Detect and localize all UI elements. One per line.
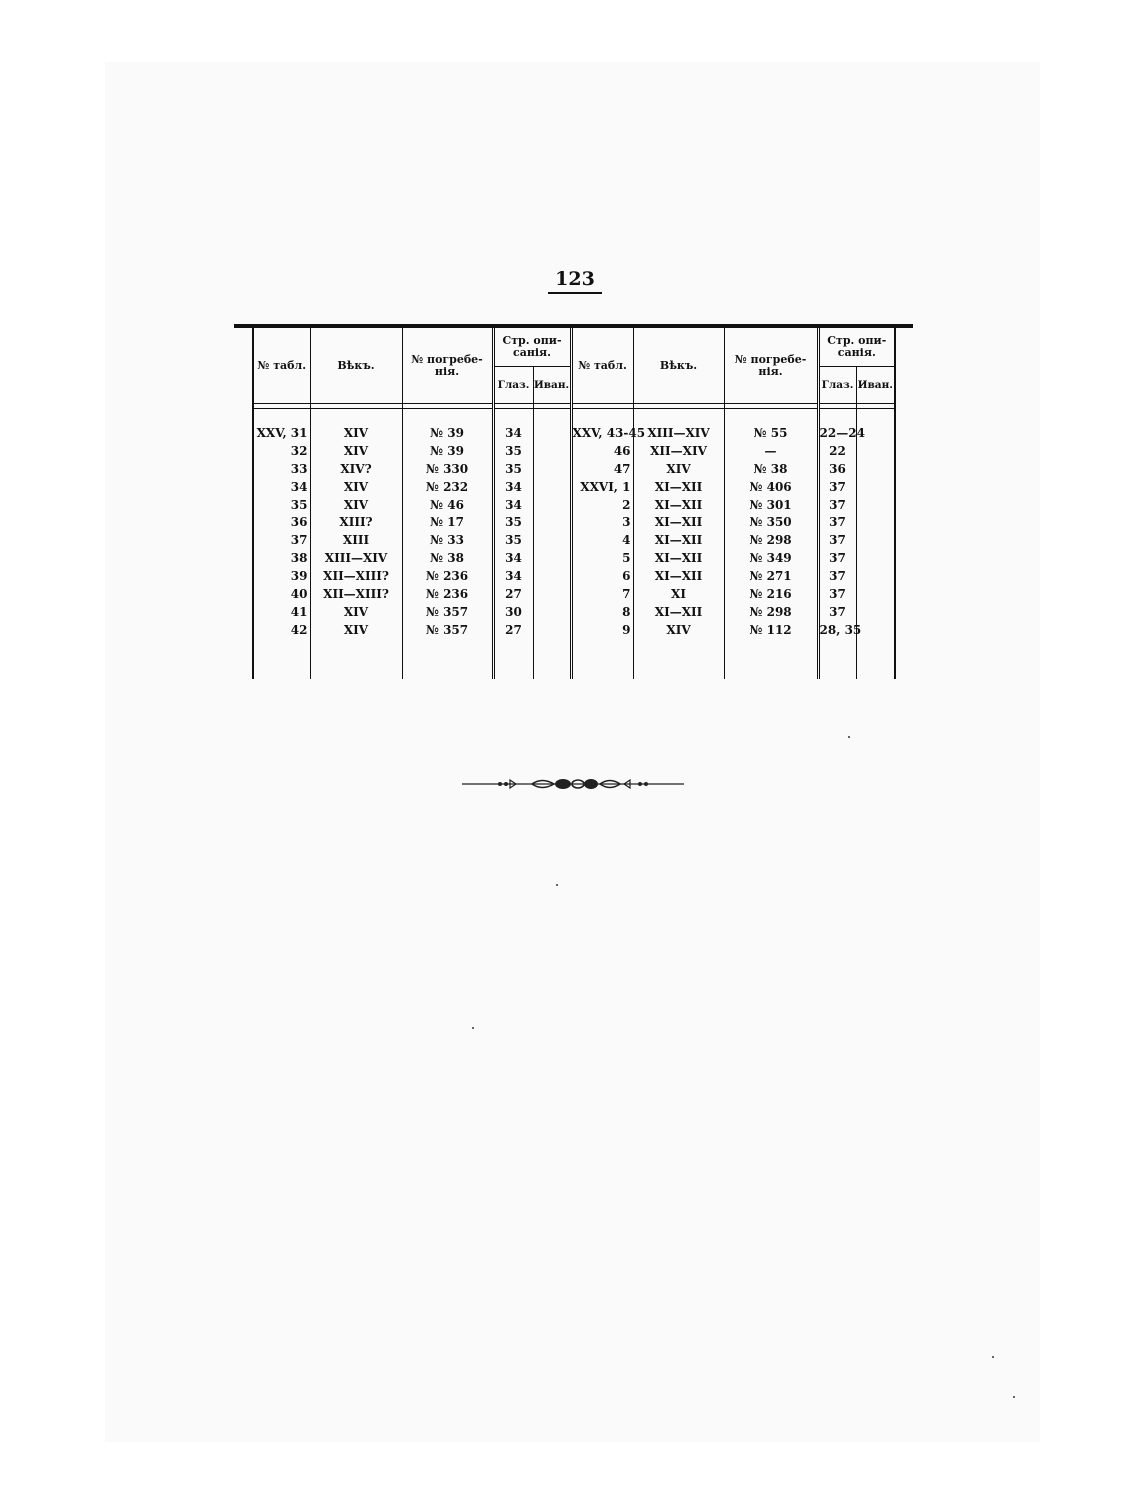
table-tail bbox=[253, 639, 895, 679]
tab-number-right: 5 bbox=[571, 549, 633, 567]
tab-number-right: XXV, 43-45 bbox=[572, 425, 646, 440]
page-ivan-right bbox=[856, 531, 895, 549]
burial-number-left: № 39 bbox=[402, 424, 493, 442]
century-left: XIV bbox=[310, 603, 402, 621]
tab-number-left: 34 bbox=[253, 478, 310, 496]
table-row bbox=[253, 531, 895, 549]
burial-number-left: № 357 bbox=[402, 621, 493, 639]
tab-number-right: 4 bbox=[571, 531, 633, 549]
header-century-right: Вѣкъ. bbox=[633, 328, 724, 404]
page-ivan-left bbox=[533, 496, 571, 514]
page-ivan-right bbox=[856, 549, 895, 567]
century-right: XI—XII bbox=[633, 603, 724, 621]
header-pages-right: Стр. опи-санія. bbox=[818, 328, 895, 367]
page-glaz-left: 27 bbox=[493, 621, 533, 639]
tab-number-right: 8 bbox=[571, 603, 633, 621]
century-left: XIII—XIV bbox=[310, 549, 402, 567]
burial-number-right: № 38 bbox=[724, 460, 818, 478]
page-ivan-left bbox=[533, 442, 571, 460]
century-right: XI—XII bbox=[633, 567, 724, 585]
century-left: XII—XIII? bbox=[310, 585, 402, 603]
header-pages-left: Стр. опи-санія. bbox=[493, 328, 571, 367]
burial-number-right: № 298 bbox=[724, 531, 818, 549]
burial-number-left: № 33 bbox=[402, 531, 493, 549]
page-glaz-right: 36 bbox=[818, 460, 856, 478]
page-glaz-left: 34 bbox=[493, 567, 533, 585]
table-row bbox=[253, 496, 895, 514]
page-ivan-right bbox=[856, 603, 895, 621]
burial-number-left: № 232 bbox=[402, 478, 493, 496]
page-glaz-left: 35 bbox=[493, 460, 533, 478]
century-right: XI—XII bbox=[633, 478, 724, 496]
page-glaz-right: 37 bbox=[818, 549, 856, 567]
burial-number-right: — bbox=[724, 442, 818, 460]
burial-number-left: № 236 bbox=[402, 567, 493, 585]
page-glaz-right: 37 bbox=[818, 478, 856, 496]
speck bbox=[556, 884, 558, 886]
tab-number-left: 39 bbox=[253, 567, 310, 585]
tab-number-right: 46 bbox=[571, 442, 633, 460]
burial-number-right: № 298 bbox=[724, 603, 818, 621]
tab-number-right: XXVI, 1 bbox=[571, 478, 633, 496]
table-row bbox=[253, 442, 895, 460]
table-row bbox=[253, 585, 895, 603]
page-ivan-left bbox=[533, 549, 571, 567]
spacer-row bbox=[253, 409, 895, 425]
page-ivan-left bbox=[533, 460, 571, 478]
burial-number-right: № 55 bbox=[724, 424, 818, 442]
tab-number-right: 47 bbox=[571, 460, 633, 478]
tab-number-left: 38 bbox=[253, 549, 310, 567]
page-glaz-left: 34 bbox=[493, 424, 533, 442]
page-glaz-left: 34 bbox=[493, 496, 533, 514]
page-ivan-right bbox=[856, 585, 895, 603]
burial-number-right: № 216 bbox=[724, 585, 818, 603]
tab-number-left: XXV, 31 bbox=[253, 424, 310, 442]
table-row bbox=[253, 513, 895, 531]
century-right: XIV bbox=[633, 460, 724, 478]
tab-number-right: 3 bbox=[571, 513, 633, 531]
page-glaz-left: 30 bbox=[493, 603, 533, 621]
page-ivan-right bbox=[856, 513, 895, 531]
burial-number-right: № 271 bbox=[724, 567, 818, 585]
tab-number-left: 42 bbox=[253, 621, 310, 639]
page-glaz-right: 28, 35 bbox=[819, 622, 862, 637]
burial-number-left: № 330 bbox=[402, 460, 493, 478]
page-glaz-right: 22 bbox=[818, 442, 856, 460]
ornament-divider bbox=[462, 776, 684, 792]
century-left: XII—XIII? bbox=[310, 567, 402, 585]
header-burial-left: № погребе-нія. bbox=[402, 328, 493, 404]
table-row bbox=[253, 478, 895, 496]
burial-number-right: № 112 bbox=[724, 621, 818, 639]
header-glaz-right: Глаз. bbox=[818, 367, 856, 404]
page-glaz-left: 35 bbox=[493, 531, 533, 549]
tab-number-left: 33 bbox=[253, 460, 310, 478]
century-right: XIII—XIV bbox=[633, 424, 724, 442]
century-right: XI—XII bbox=[633, 531, 724, 549]
page-glaz-left: 34 bbox=[493, 549, 533, 567]
century-left: XIV bbox=[310, 621, 402, 639]
tab-number-left: 32 bbox=[253, 442, 310, 460]
page-glaz-right: 37 bbox=[818, 496, 856, 514]
tab-number-left: 41 bbox=[253, 603, 310, 621]
tab-number-right: 9 bbox=[571, 621, 633, 639]
page-ivan-left bbox=[533, 603, 571, 621]
table-row bbox=[253, 424, 895, 442]
page-ivan-right bbox=[856, 478, 895, 496]
table-row bbox=[253, 603, 895, 621]
century-left: XIV bbox=[310, 496, 402, 514]
page-ivan-left bbox=[533, 621, 571, 639]
tab-number-left: 36 bbox=[253, 513, 310, 531]
page-number-underline bbox=[548, 292, 602, 294]
century-left: XIV? bbox=[310, 460, 402, 478]
page-glaz-right: 37 bbox=[818, 513, 856, 531]
page-glaz-right: 22—24 bbox=[819, 425, 865, 440]
tab-number-right: 2 bbox=[571, 496, 633, 514]
page-glaz-left: 34 bbox=[493, 478, 533, 496]
page-glaz-left: 35 bbox=[493, 513, 533, 531]
table-row bbox=[253, 460, 895, 478]
page-ivan-left bbox=[533, 585, 571, 603]
burial-number-left: № 38 bbox=[402, 549, 493, 567]
speck bbox=[1013, 1396, 1015, 1398]
speck bbox=[992, 1356, 994, 1358]
century-left: XIV bbox=[310, 424, 402, 442]
page-ivan-right bbox=[856, 460, 895, 478]
tab-number-right: 6 bbox=[571, 567, 633, 585]
page-ivan-right bbox=[856, 567, 895, 585]
page-ivan-left bbox=[533, 513, 571, 531]
header-ivan-left: Иван. bbox=[533, 367, 571, 404]
header-century-left: Вѣкъ. bbox=[310, 328, 402, 404]
header-ivan-right: Иван. bbox=[856, 367, 895, 404]
page-ivan-left bbox=[533, 531, 571, 549]
table-row bbox=[253, 621, 895, 639]
burial-register-table bbox=[252, 328, 896, 679]
century-right: XI bbox=[633, 585, 724, 603]
page-ivan-right bbox=[856, 496, 895, 514]
page-number: 123 bbox=[555, 268, 595, 290]
page-glaz-right: 37 bbox=[818, 531, 856, 549]
speck bbox=[472, 1027, 474, 1029]
page-ivan-right bbox=[856, 442, 895, 460]
page-ivan-left bbox=[533, 478, 571, 496]
header-tab-right: № табл. bbox=[571, 328, 633, 404]
burial-number-right: № 406 bbox=[724, 478, 818, 496]
page-ivan-right bbox=[856, 621, 895, 639]
burial-number-right: № 350 bbox=[724, 513, 818, 531]
tab-number-left: 37 bbox=[253, 531, 310, 549]
burial-number-left: № 357 bbox=[402, 603, 493, 621]
burial-number-left: № 17 bbox=[402, 513, 493, 531]
burial-number-left: № 46 bbox=[402, 496, 493, 514]
century-left: XIII bbox=[310, 531, 402, 549]
table-row bbox=[253, 567, 895, 585]
speck bbox=[848, 736, 850, 738]
century-left: XIII? bbox=[310, 513, 402, 531]
page-glaz-left: 27 bbox=[493, 585, 533, 603]
burial-number-left: № 39 bbox=[402, 442, 493, 460]
header-burial-right: № погребе-нія. bbox=[724, 328, 818, 404]
page-ivan-left bbox=[533, 567, 571, 585]
century-left: XIV bbox=[310, 442, 402, 460]
header-tab-left: № табл. bbox=[253, 328, 310, 404]
tab-number-left: 40 bbox=[253, 585, 310, 603]
page-glaz-right: 37 bbox=[818, 585, 856, 603]
burial-number-right: № 301 bbox=[724, 496, 818, 514]
century-right: XII—XIV bbox=[633, 442, 724, 460]
century-right: XI—XII bbox=[633, 513, 724, 531]
burial-number-left: № 236 bbox=[402, 585, 493, 603]
tab-number-left: 35 bbox=[253, 496, 310, 514]
burial-number-right: № 349 bbox=[724, 549, 818, 567]
century-right: XIV bbox=[633, 621, 724, 639]
page-glaz-right: 37 bbox=[818, 567, 856, 585]
century-right: XI—XII bbox=[633, 496, 724, 514]
table-row bbox=[253, 549, 895, 567]
tab-number-right: 7 bbox=[571, 585, 633, 603]
page-ivan-left bbox=[533, 424, 571, 442]
page-glaz-right: 37 bbox=[818, 603, 856, 621]
header-glaz-left: Глаз. bbox=[493, 367, 533, 404]
century-right: XI—XII bbox=[633, 549, 724, 567]
page-glaz-left: 35 bbox=[493, 442, 533, 460]
century-left: XIV bbox=[310, 478, 402, 496]
